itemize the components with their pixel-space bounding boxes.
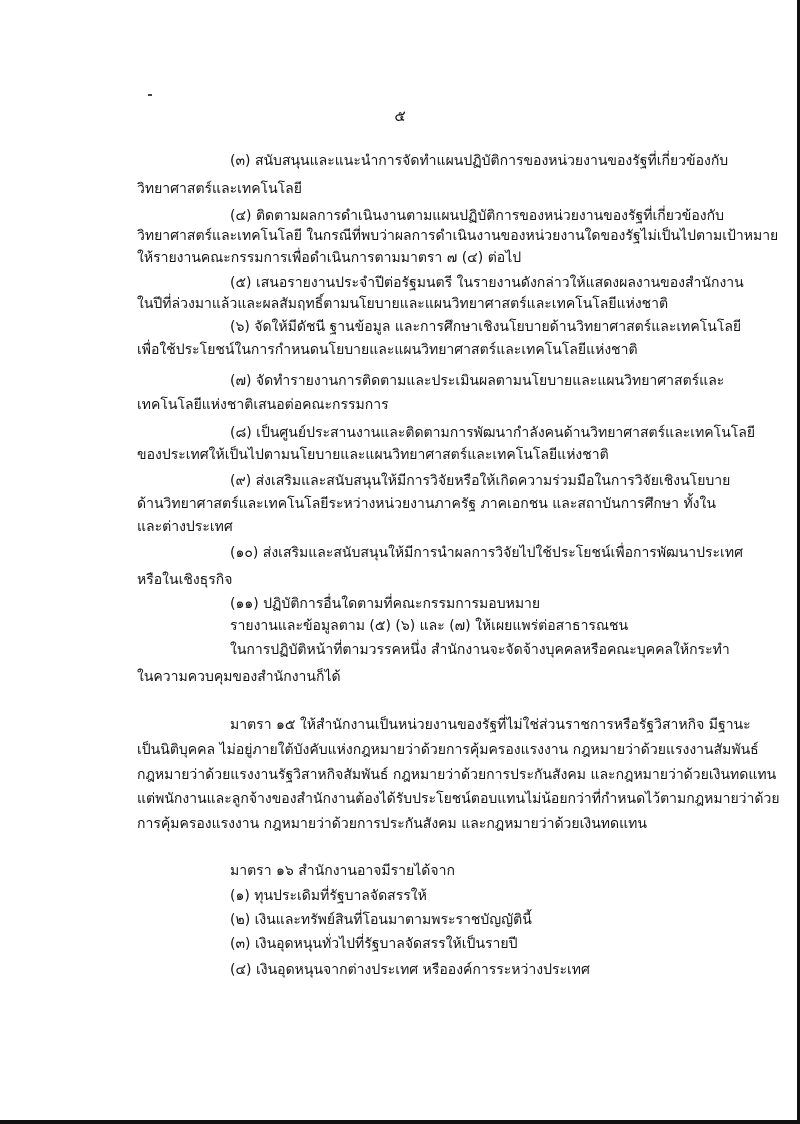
- item-9-line2: ด้านวิทยาศาสตร์และเทคโนโลยีระหว่างหน่วยงานภาครัฐ ภาคเอกชน และสถาบันการศึกษา ทั้งใน: [137, 496, 716, 512]
- item-4-line1: (๔) ติดตามผลการดำเนินงานตามแผนปฏิบัติการของหน่วยงานของรัฐที่เกี่ยวข้องกับ: [230, 208, 724, 224]
- item-4-line2: วิทยาศาสตร์และเทคโนโลยี ในกรณีที่พบว่าผลการดำเนินงานของหน่วยงานใดของรัฐไม่เป็นไปตามเป้าหมาย: [137, 228, 779, 244]
- item-11-line1: (๑๑) ปฏิบัติการอื่นใดตามที่คณะกรรมการมอบหมาย: [230, 596, 541, 612]
- item-8-line1: (๘) เป็นศูนย์ประสานงานและติดตามการพัฒนากำลังคนด้านวิทยาศาสตร์และเทคโนโลยี: [230, 425, 756, 441]
- scan-edge-bottom: [0, 1120, 800, 1124]
- section-16-item-4: (๔) เงินอุดหนุนจากต่างประเทศ หรือองค์การระหว่างประเทศ: [230, 962, 590, 978]
- item-5-line2: ในปีที่ล่วงมาแล้วและผลสัมฤทธิ์ตามนโยบายและแผนวิทยาศาสตร์และเทคโนโลยีแห่งชาติ: [137, 296, 669, 312]
- section-15-line3: กฎหมายว่าด้วยแรงงานรัฐวิสาหกิจสัมพันธ์ กฎหมายว่าด้วยการประกันสังคม และกฎหมายว่าด้วยเงินทดแทน: [137, 767, 777, 783]
- item-5-line1: (๕) เสนอรายงานประจำปีต่อรัฐมนตรี ในรายงานดังกล่าวให้แสดงผลงานของสำนักงาน: [230, 275, 744, 291]
- item-4-line3: ให้รายงานคณะกรรมการเพื่อดำเนินการตามมาตรา ๗ (๔) ต่อไป: [137, 250, 522, 266]
- item-3-line2: วิทยาศาสตร์และเทคโนโลยี: [137, 181, 302, 197]
- item-8-line2: ของประเทศให้เป็นไปตามนโยบายและแผนวิทยาศาสตร์และเทคโนโลยีแห่งชาติ: [137, 447, 609, 463]
- section-16-item-3: (๓) เงินอุดหนุนทั่วไปที่รัฐบาลจัดสรรให้เป็นรายปี: [230, 936, 518, 952]
- section-15-line4: แต่พนักงานและลูกจ้างของสำนักงานต้องได้รับประโยชน์ตอบแทนไม่น้อยกว่าที่กำหนดไว้ตามกฎหมายว่าด้วย: [137, 791, 780, 807]
- scan-speck: [148, 94, 152, 96]
- item-9-line1: (๙) ส่งเสริมและสนับสนุนให้มีการวิจัยหรือให้เกิดความร่วมมือในการวิจัยเชิงนโยบาย: [230, 473, 731, 489]
- item-7-line2: เทคโนโลยีแห่งชาติเสนอต่อคณะกรรมการ: [137, 397, 389, 413]
- item-3-line1: (๓) สนับสนุนและแนะนำการจัดทำแผนปฏิบัติการของหน่วยงานของรัฐที่เกี่ยวข้องกับ: [230, 153, 729, 169]
- section-16-item-1: (๑) ทุนประเดิมที่รัฐบาลจัดสรรให้: [230, 888, 427, 904]
- item-6-line1: (๖) จัดให้มีดัชนี ฐานข้อมูล และการศึกษาเชิงนโยบายด้านวิทยาศาสตร์และเทคโนโลยี: [230, 319, 742, 335]
- section-15-line5: การคุ้มครองแรงงาน กฎหมายว่าด้วยการประกันสังคม และกฎหมายว่าด้วยเงินทดแทน: [137, 816, 647, 832]
- item-10-line1: (๑๐) ส่งเสริมและสนับสนุนให้มีการนำผลการวิจัยไปใช้ประโยชน์เพื่อการพัฒนาประเทศ: [230, 545, 743, 561]
- report-note: รายงานและข้อมูลตาม (๕) (๖) และ (๗) ให้เผยแพร่ต่อสาธารณชน: [230, 618, 629, 634]
- item-9-line3: และต่างประเทศ: [137, 519, 233, 535]
- page-number: ๕: [394, 107, 406, 125]
- section-15-line1: มาตรา ๑๕ ให้สำนักงานเป็นหน่วยงานของรัฐที่ไม่ใช่ส่วนราชการหรือรัฐวิสาหกิจ มีฐานะ: [230, 717, 751, 733]
- item-10-line2: หรือในเชิงธุรกิจ: [137, 572, 233, 588]
- item-6-line2: เพื่อใช้ประโยชน์ในการกำหนดนโยบายและแผนวิทยาศาสตร์และเทคโนโลยีแห่งชาติ: [137, 342, 638, 358]
- section-15-line2: เป็นนิติบุคคล ไม่อยู่ภายใต้บังคับแห่งกฎหมายว่าด้วยการคุ้มครองแรงงาน กฎหมายว่าด้วยแรงงานสัมพันธ์: [137, 742, 759, 758]
- hire-para-line2: ในความควบคุมของสำนักงานก็ได้: [137, 669, 341, 685]
- section-16-item-2: (๒) เงินและทรัพย์สินที่โอนมาตามพระราชบัญญัตินี้: [230, 912, 532, 928]
- section-16-heading: มาตรา ๑๖ สำนักงานอาจมีรายได้จาก: [230, 863, 455, 879]
- item-7-line1: (๗) จัดทำรายงานการติดตามและประเมินผลตามนโยบายและแผนวิทยาศาสตร์และ: [230, 373, 725, 389]
- hire-para-line1: ในการปฏิบัติหน้าที่ตามวรรคหนึ่ง สำนักงานจะจัดจ้างบุคคลหรือคณะบุคคลให้กระทำ: [230, 642, 730, 658]
